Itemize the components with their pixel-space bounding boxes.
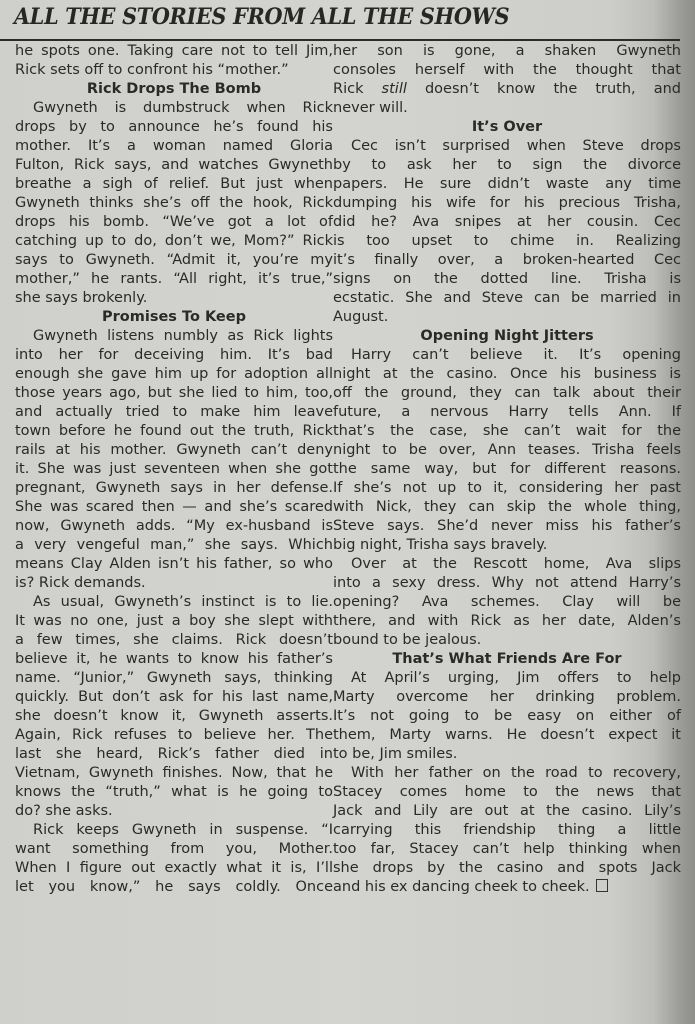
article-line: Gwyneth is dumbstruck when Rick <box>33 100 333 116</box>
article-line: says to Gwyneth. “Admit it, you’re my <box>15 252 333 268</box>
article-line: her son is gone, a shaken Gwyneth <box>333 43 681 59</box>
article-line: a very vengeful man,” she says. Which <box>15 537 333 553</box>
section-heading: It’s Over <box>471 119 543 135</box>
article-line: she doesn’t know it, Gwyneth asserts. <box>15 708 333 724</box>
article-line: it. She was just seventeen when she got <box>15 461 333 477</box>
article-line: off the ground, they can talk about their <box>333 385 681 401</box>
section-heading: Opening Night Jitters <box>420 328 594 344</box>
article-line: Harry can’t believe it. It’s opening <box>351 347 681 363</box>
article-line: drops his bomb. “We’ve got a lot of <box>15 214 333 230</box>
section-heading: That’s What Friends Are For <box>392 651 622 667</box>
article-line: dumping his wife for his precious Trisha, <box>333 195 681 211</box>
article-line: Stacey comes home to the news that <box>333 784 681 800</box>
article-line: bound to be jealous. <box>333 632 482 648</box>
article-line: carrying this friendship thing a little <box>333 822 681 838</box>
emphasis: still <box>381 81 407 97</box>
article-line: Jack and Lily are out at the casino. Lily’s <box>333 803 681 819</box>
article-line: Marty overcome her drinking problem. <box>333 689 681 705</box>
article-line: pregnant, Gwyneth says in her defense. <box>15 480 333 496</box>
article-line: means Clay Alden isn’t his father, so who <box>15 556 333 572</box>
article-line: When I figure out exactly what it is, I’ll <box>15 860 333 876</box>
article-line: knows the “truth,” what is he going to <box>15 784 333 800</box>
article-line: them, Marty warns. He doesn’t expect it <box>333 727 681 743</box>
article-line: August. <box>333 309 389 325</box>
article-line: and actually tried to make him leave <box>15 404 333 420</box>
article-line: she says brokenly. <box>15 290 148 306</box>
article-line: want something from you, Mother. <box>15 841 333 857</box>
article-line: night at the casino. Once his business is <box>333 366 681 382</box>
article-line: papers. He sure didn’t waste any time <box>333 176 681 192</box>
article-line: It was no one, just a boy she slept with <box>15 613 333 629</box>
section-heading: Promises To Keep <box>102 309 246 325</box>
article-line: ecstatic. She and Steve can be married in <box>333 290 681 306</box>
left-column <box>15 42 333 897</box>
right-column <box>333 42 681 897</box>
article-line: did he? Ava snipes at her cousin. Cec <box>333 214 681 230</box>
masthead-rule <box>0 39 680 41</box>
article-line: At April’s urging, Jim offers to help <box>351 670 681 686</box>
article-line: do? she asks. <box>15 803 113 819</box>
article-line: rails at his mother. Gwyneth can’t deny <box>15 442 333 458</box>
article-line: the same way, but for different reasons. <box>333 461 681 477</box>
article-line: signs on the dotted line. Trisha is <box>333 271 681 287</box>
article-line: into her for deceiving him. It’s bad <box>15 347 333 363</box>
article-line: Rick sets off to confront his “mother.” <box>15 62 289 78</box>
article-line: Vietnam, Gwyneth finishes. Now, that he <box>15 765 333 781</box>
article-line: big night, Trisha says bravely. <box>333 537 548 553</box>
article-line: mother. It’s a woman named Gloria <box>15 138 333 154</box>
section-heading: Rick Drops The Bomb <box>86 81 262 97</box>
article-line: enough she gave him up for adoption all <box>15 366 333 382</box>
article-line: night to be over, Ann teases. Trisha feels <box>333 442 681 458</box>
article-line: to be, Jim smiles. <box>333 746 458 762</box>
article-line: Rick still doesn’t know the truth, and <box>333 81 681 97</box>
article-line: she drops by the casino and spots Jack <box>333 860 681 876</box>
article-line: She was scared then — and she’s scared <box>15 499 333 515</box>
article-line: those years ago, but she lied to him, too, <box>15 385 333 401</box>
article-line: a few times, she claims. Rick doesn’t <box>15 632 333 648</box>
article-line: mother,” he rants. “All right, it’s true,” <box>15 271 333 287</box>
article-line: by to ask her to sign the divorce <box>333 157 681 173</box>
article-line: believe it, he wants to know his father’s <box>15 651 333 667</box>
article-line: never will. <box>333 100 408 116</box>
article-line: Steve says. She’d never miss his father’s <box>333 518 681 534</box>
article-line: town before he found out the truth, Rick <box>15 423 333 439</box>
article-line: As usual, Gwyneth’s instinct is to lie. <box>33 594 333 610</box>
article-line: Over at the Rescott home, Ava slips <box>351 556 681 572</box>
article-line: it’s finally over, a broken-hearted Cec <box>333 252 681 268</box>
article-line: catching up to do, don’t we, Mom?” Rick <box>15 233 333 249</box>
article-line: Fulton, Rick says, and watches Gwyneth <box>15 157 333 173</box>
article-line: drops by to announce he’s found his <box>15 119 333 135</box>
end-of-story-square-icon <box>596 879 608 892</box>
article-line: Rick keeps Gwyneth in suspense. “I <box>33 822 333 838</box>
article-line: breathe a sigh of relief. But just when <box>15 176 333 192</box>
article-line: he spots one. Taking care not to tell Jim, <box>15 43 333 59</box>
article-line: too far, Stacey can’t help thinking when <box>333 841 681 857</box>
article-line: Gwyneth listens numbly as Rick lights <box>33 328 333 344</box>
article-line: into a sexy dress. Why not attend Harry’s <box>333 575 681 591</box>
article-line: that’s the case, she can’t wait for the <box>333 423 681 439</box>
article-line: Again, Rick refuses to believe her. The <box>15 727 333 743</box>
article-line: Gwyneth thinks she’s off the hook, Rick <box>15 195 333 211</box>
article-line: future, a nervous Harry tells Ann. If <box>333 404 681 420</box>
masthead-title: ALL THE STORIES FROM ALL THE SHOWS <box>14 4 510 30</box>
article-line: opening? Ava schemes. Clay will be <box>333 594 681 610</box>
article-line: consoles herself with the thought that <box>333 62 681 78</box>
article-line: name. “Junior,” Gwyneth says, thinking <box>15 670 333 686</box>
article-line: and his ex dancing cheek to cheek. <box>333 878 681 897</box>
article-line: now, Gwyneth adds. “My ex-husband is <box>15 518 333 534</box>
article-line: with Nick, they can skip the whole thing, <box>333 499 681 515</box>
article-line: It’s not going to be easy on either of <box>333 708 681 724</box>
article-line: Cec isn’t surprised when Steve drops <box>351 138 681 154</box>
article-line: last she heard, Rick’s father died in <box>15 746 333 762</box>
article-line: is too upset to chime in. Realizing <box>333 233 681 249</box>
article-line: is? Rick demands. <box>15 575 146 591</box>
article-line: If she’s not up to it, considering her past <box>333 480 681 496</box>
article-line: there, and with Rick as her date, Alden’s <box>333 613 681 629</box>
article-line: quickly. But don’t ask for his last name, <box>15 689 333 705</box>
article-line: let you know,” he says coldly. Once <box>15 879 333 895</box>
article-line: With her father on the road to recovery, <box>351 765 681 781</box>
